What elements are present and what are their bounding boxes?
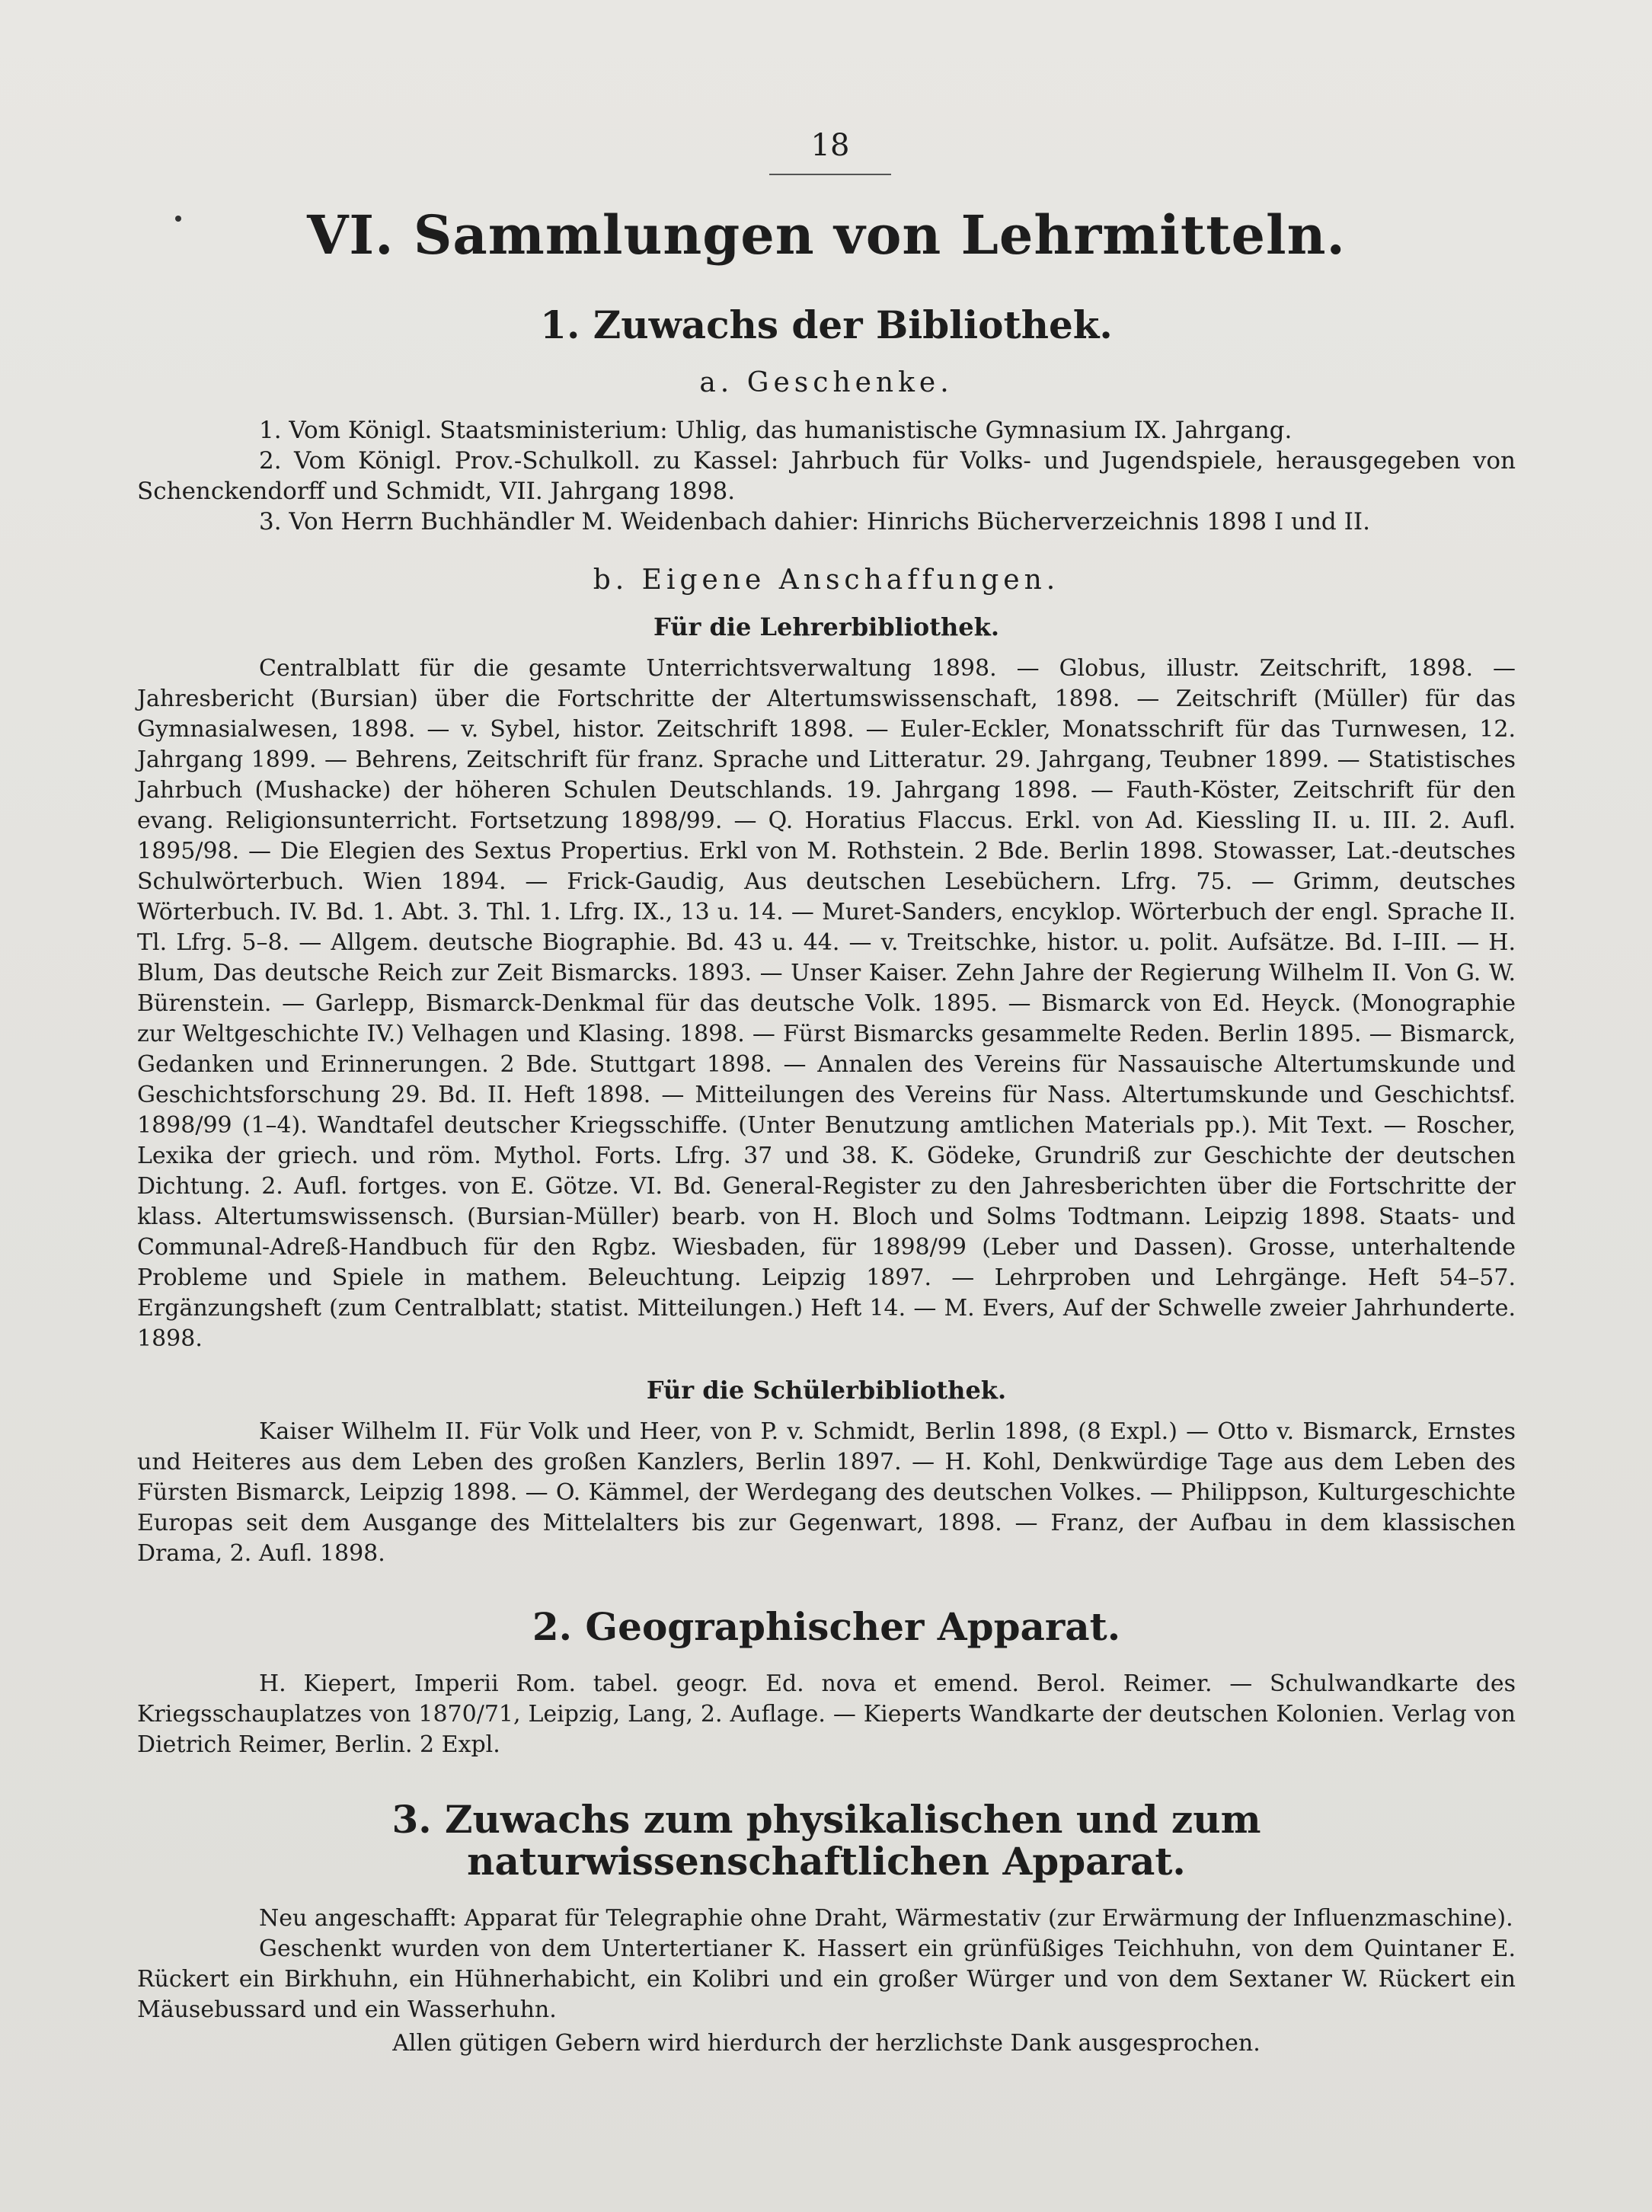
thanks-text: Allen gütigen Gebern wird hierdurch der herzlichste Dank ausgesprochen. bbox=[392, 2030, 1261, 2057]
student-library-heading: Für die Schülerbibliothek. bbox=[646, 1376, 1007, 1405]
teacher-library-text: Centralblatt für die gesamte Unterrichtsverwaltung 1898. — Globus, illustr. Zeitschrift, 1898. — Jahresbericht (Bursian) über die Fortschritte der Altertumswissenschaft, 1898. — Zeitschrift (Müller) für das Gymnasialwesen, 1898. — v. Sybel, histor. Zeitschrift 1898. — Euler-Eckler, Monatsschrift für das Turnwesen, 12. Jahrgang 1899. — Behrens, Zeitschrift für franz. Sprache und Litteratur. 29. Jahrgang, Teubner 1899. — Statistisches Jahrbuch (Mushacke) der höheren Schulen Deutschlands. 19. Jahrgang 1898. — Fauth-Köster, Zeitschrift für den evang. Religionsunterricht. Fortsetzung 1898/99. — Q. Horatius Flaccus. Erkl. von Ad. Kiessling II. u. III. 2. Aufl. 1895/98. — Die Elegien des Sextus Propertius. Erkl von M. Rothstein. 2 Bde. Berlin 1898. Stowasser, Lat.-deutsches Schulwörterbuch. Wien 1894. — Frick-Gaudig, Aus deutschen Lesebüchern. Lfrg. 75. — Grimm, deutsches Wörterbuch. IV. Bd. 1. Abt. 3. Thl. 1. Lfrg. IX., 13 u. 14. — Muret-Sanders, encyklop. Wörterbuch der engl. Sprache II. Tl. Lfrg. 5–8. — Allgem. deutsche Biographie. Bd. 43 u. 44. — v. Treitschke, histor. u. polit. Aufsätze. Bd. I–III. — H. Blum, Das deutsche Reich zur Zeit Bismarcks. 1893. — Unser Kaiser. Zehn Jahre der Regierung Wilhelm II. Von G. W. Bürenstein. — Garlepp, Bismarck-Denkmal für das deutsche Volk. 1895. — Bismarck von Ed. Heyck. (Monographie zur Weltgeschichte IV.) Velhagen und Klasing. 1898. — Fürst Bismarcks gesammelte Reden. Berlin 1895. — Bismarck, Gedanken und Erinnerungen. 2 Bde. Stuttgart 1898. — Annalen des Vereins für Nassauische Altertumskunde und Geschichtsforschung 29. Bd. II. Heft 1898. — Mitteilungen des Vereins für Nass. Altertumskunde und Geschichtsf. 1898/99 (1–4). Wandtafel deutscher Kriegsschiffe. (Unter Benutzung amtlichen Materials pp.). Mit Text. — Roscher, Lexika der griech. und röm. Mythol. Forts. Lfrg. 37 und 38. K. Gödeke, Grundriß zur Geschichte der deutschen Dichtung. 2. Aufl. fortges. von E. Götze. VI. Bd. General-Register zu den Jahresberichten über die Fortschritte der klass. Altertumswissensch. (Bursian-Müller) bearb. von H. Bloch und Solms Todtmann. Leipzig 1898. Staats- und Communal-Adreß-Handbuch für den Rgbz. Wiesbaden, für 1898/99 (Leber und Dassen). Grosse, unterhaltende Probleme und Spiele in mathem. Beleuchtung. Leipzig 1897. — Lehrproben und Lehrgänge. Heft 54–57. Ergänzungsheft (zum Centralblatt; statist. Mitteilungen.) Heft 14. — M. Evers, Auf der Schwelle zweier Jahrhunderte. 1898. bbox=[137, 655, 1516, 1352]
section-heading-physics: 3. Zuwachs zum physikalischen und zum naturwissenschaftlichen Apparat. bbox=[391, 1797, 1261, 1884]
gift-list bbox=[137, 415, 1516, 537]
page-number-rule bbox=[769, 174, 891, 175]
geography-text: H. Kiepert, Imperii Rom. tabel. geogr. Ed. nova et emend. Berol. Reimer. — Schulwandkarte des Kriegsschauplatzes von 1870/71, Leipzig, Lang, 2. Auflage. — Kieperts Wandkarte der deutschen Kolonien. Verlag von Dietrich Reimer, Berlin. 2 Expl. bbox=[137, 1670, 1516, 1758]
list-item: 3. Von Herrn Buchhändler M. Weidenbach dahier: Hinrichs Bücherverzeichnis 1898 I und II. bbox=[259, 508, 1370, 535]
section-heading-geography: 2. Geographischer Apparat. bbox=[532, 1604, 1121, 1649]
chapter-title: VI. Sammlungen von Lehrmitteln. bbox=[307, 203, 1346, 267]
section-heading-library: 1. Zuwachs der Bibliothek. bbox=[540, 302, 1113, 347]
subsection-heading-purchases: b. Eigene Anschaffungen. bbox=[593, 564, 1060, 596]
physics-purchase-text: Neu angeschafft: Apparat für Telegraphie ohne Draht, Wärmestativ (zur Erwärmung der Influenzmaschine). bbox=[259, 1905, 1513, 1932]
page-content bbox=[137, 203, 1516, 2059]
page-number: 18 bbox=[810, 128, 850, 163]
list-item: 1. Vom Königl. Staatsministerium: Uhlig, das humanistische Gymnasium IX. Jahrgang. bbox=[259, 417, 1293, 444]
physics-gifts-text: Geschenkt wurden von dem Untertertianer K. Hassert ein grünfüßiges Teichhuhn, von dem Quintaner E. Rückert ein Birkhuhn, ein Hühnerhabicht, ein Kolibri und ein großer Würger und von dem Sextaner W. Rückert ein Mäusebussard und ein Wasserhuhn. bbox=[137, 1936, 1516, 2023]
student-library-text: Kaiser Wilhelm II. Für Volk und Heer, von P. v. Schmidt, Berlin 1898, (8 Expl.) — Otto v. Bismarck, Ernstes und Heiteres aus dem Leben des großen Kanzlers, Berlin 1897. — H. Kohl, Denkwürdige Tage aus dem Leben des Fürsten Bismarck, Leipzig 1898. — O. Kämmel, der Werdegang des deutschen Volkes. — Philippson, Kulturgeschichte Europas seit dem Ausgange des Mittelalters bis zur Gegenwart, 1898. — Franz, der Aufbau in dem klassischen Drama, 2. Aufl. 1898. bbox=[137, 1418, 1516, 1567]
teacher-library-heading: Für die Lehrerbibliothek. bbox=[653, 612, 999, 641]
list-item: 2. Vom Königl. Prov.-Schulkoll. zu Kassel: Jahrbuch für Volks- und Jugendspiele, herausgegeben von Schenckendorff und Schmidt, VII. Jahrgang 1898. bbox=[137, 447, 1516, 505]
subsection-heading-gifts: a. Geschenke. bbox=[699, 367, 954, 398]
